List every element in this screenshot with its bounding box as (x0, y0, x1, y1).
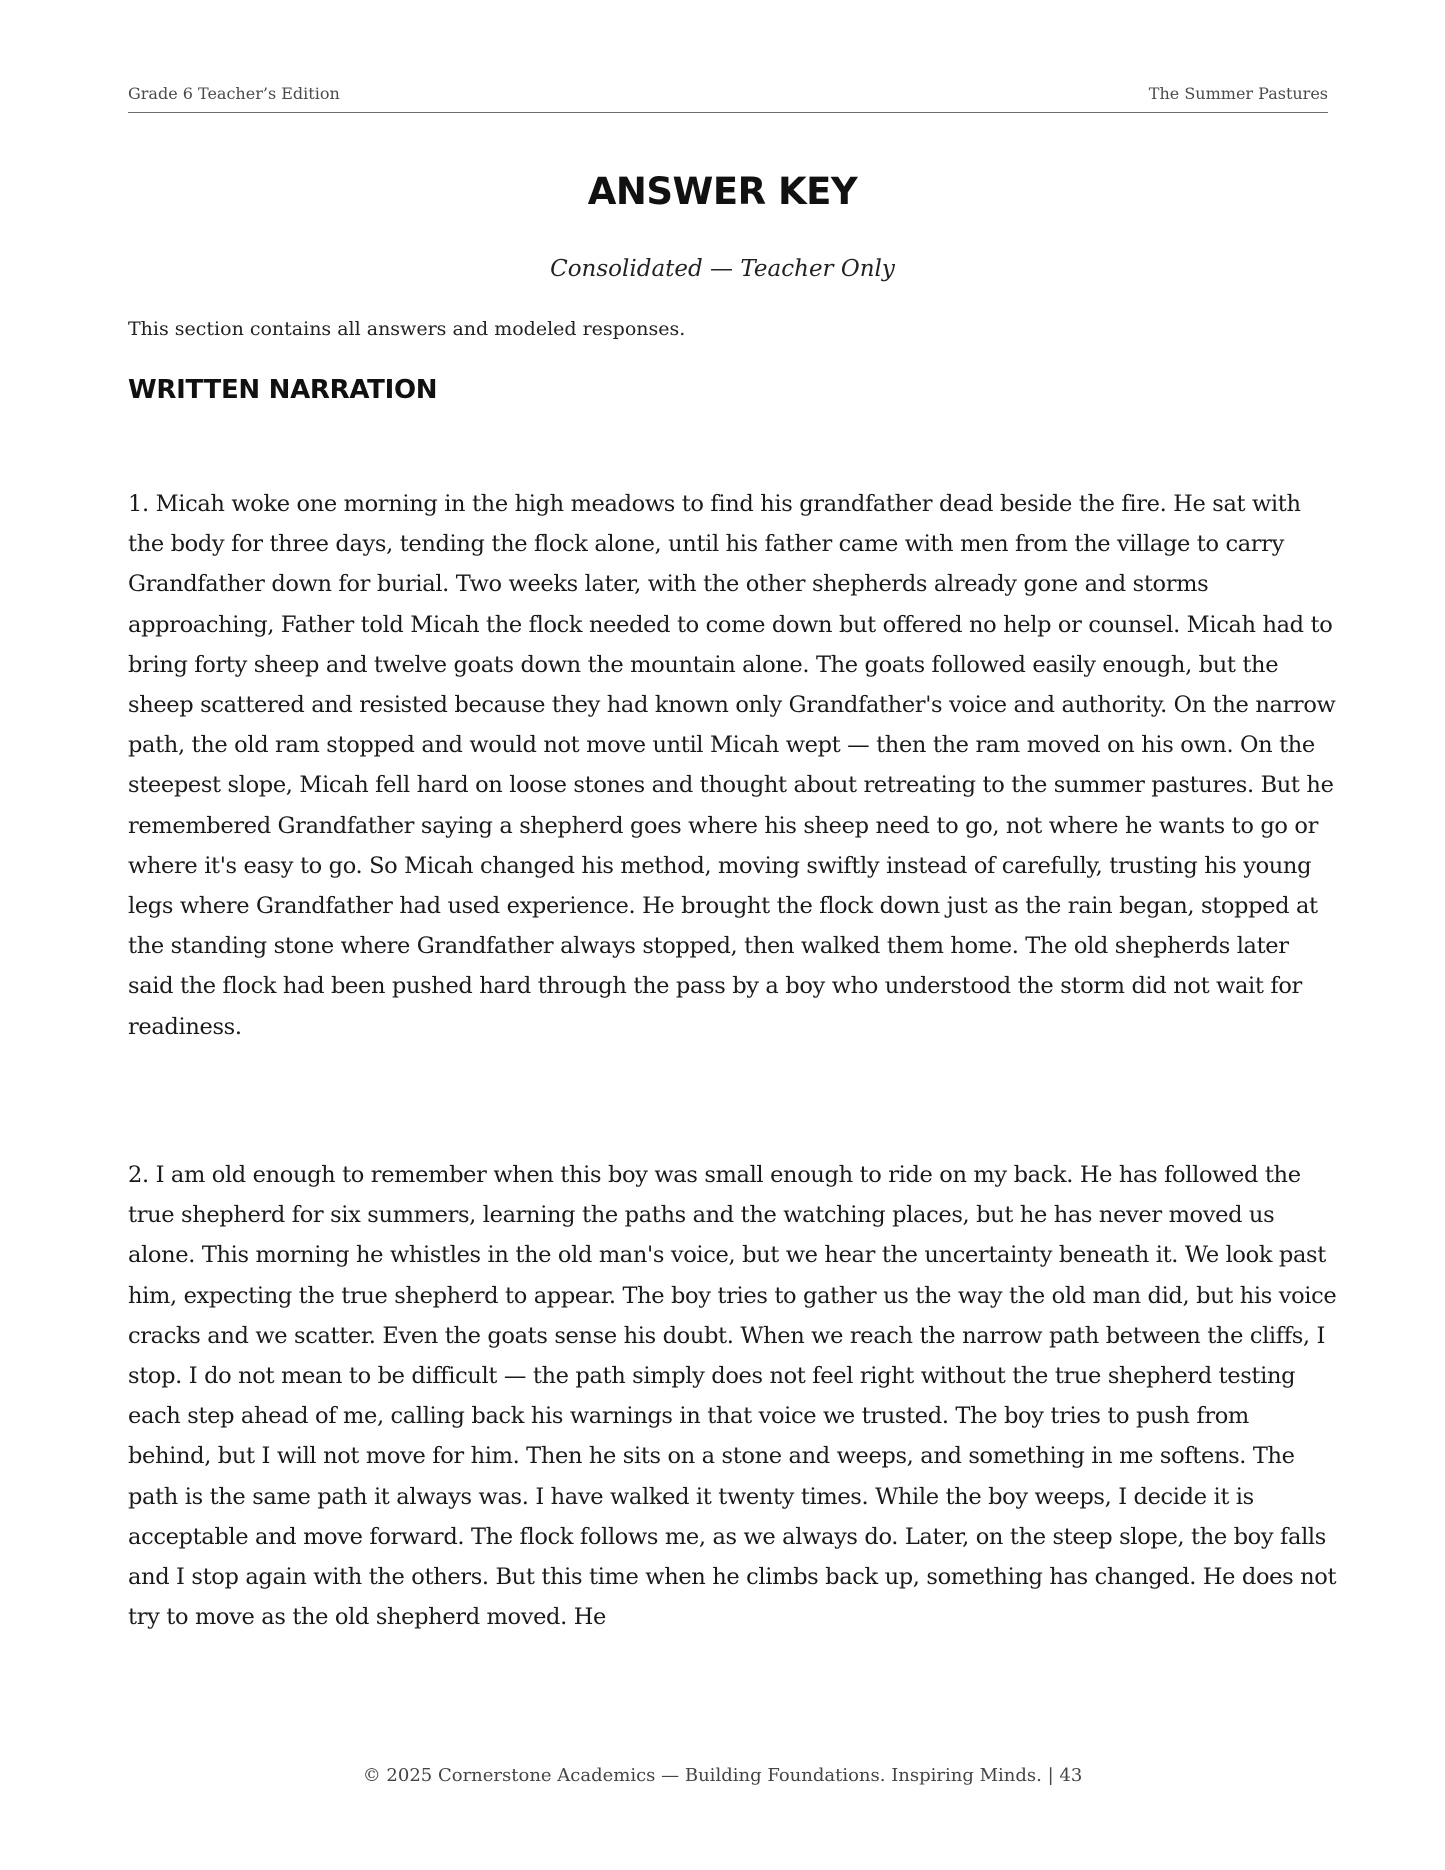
running-header (128, 84, 1328, 113)
header-unit-title: The Summer Pastures (1148, 84, 1328, 103)
intro-text: This section contains all answers and modeled responses. (128, 318, 686, 340)
answer-paragraph-2: 2. I am old enough to remember when this boy was small enough to ride on my back. He has followed the true shepherd for six summers, learning the paths and the watching places, but he has never moved us alone. This morning he whistles in the old man's voice, but we hear the uncertainty beneath it. We look past him, expecting the true shepherd to appear. The boy tries to gather us the way the old man did, but his voice cracks and we scatter. Even the goats sense his doubt. When we reach the narrow path between the cliffs, I stop. I do not mean to be difficult — the path simply does not feel right without the true shepherd testing each step ahead of me, calling back his warnings in that voice we trusted. The boy tries to push from behind, but I will not move for him. Then he sits on a stone and weeps, and something in me softens. The path is the same path it always was. I have walked it twenty times. While the boy weeps, I decide it is acceptable and move forward. The flock follows me, as we always do. Later, on the steep slope, the boy falls and I stop again with the others. But this time when he climbs back up, something has changed. He does not try to move as the old shepherd moved. He (128, 1162, 1337, 1631)
page-title: ANSWER KEY (587, 170, 858, 213)
page-subtitle: Consolidated — Teacher Only (550, 256, 895, 282)
page-footer: © 2025 Cornerstone Academics — Building Foundations. Inspiring Minds. | 43 (362, 1765, 1083, 1786)
section-heading: WRITTEN NARRATION (128, 375, 438, 405)
header-course-label: Grade 6 Teacher’s Edition (128, 84, 340, 103)
answer-paragraph-1: 1. Micah woke one morning in the high meadows to find his grandfather dead beside the fire. He sat with the body for three days, tending the flock alone, until his father came with men from the village to carry Grandfather down for burial. Two weeks later, with the other shepherds already gone and storms approaching, Father told Micah the flock needed to come down but offered no help or counsel. Micah had to bring forty sheep and twelve goats down the mountain alone. The goats followed easily enough, but the sheep scattered and resisted because they had known only Grandfather's voice and authority. On the narrow path, the old ram stopped and would not move until Micah wept — then the ram moved on his own. On the steepest slope, Micah fell hard on loose stones and thought about retreating to the summer pastures. But he remembered Grandfather saying a shepherd goes where his sheep need to go, not where he wants to go or where it's easy to go. So Micah changed his method, moving swiftly instead of carefully, trusting his young legs where Grandfather had used experience. He brought the flock down just as the rain began, stopped at the standing stone where Grandfather always stopped, then walked them home. The old shepherds later said the flock had been pushed hard through the pass by a boy who understood the storm did not wait for readiness. (128, 491, 1336, 1040)
